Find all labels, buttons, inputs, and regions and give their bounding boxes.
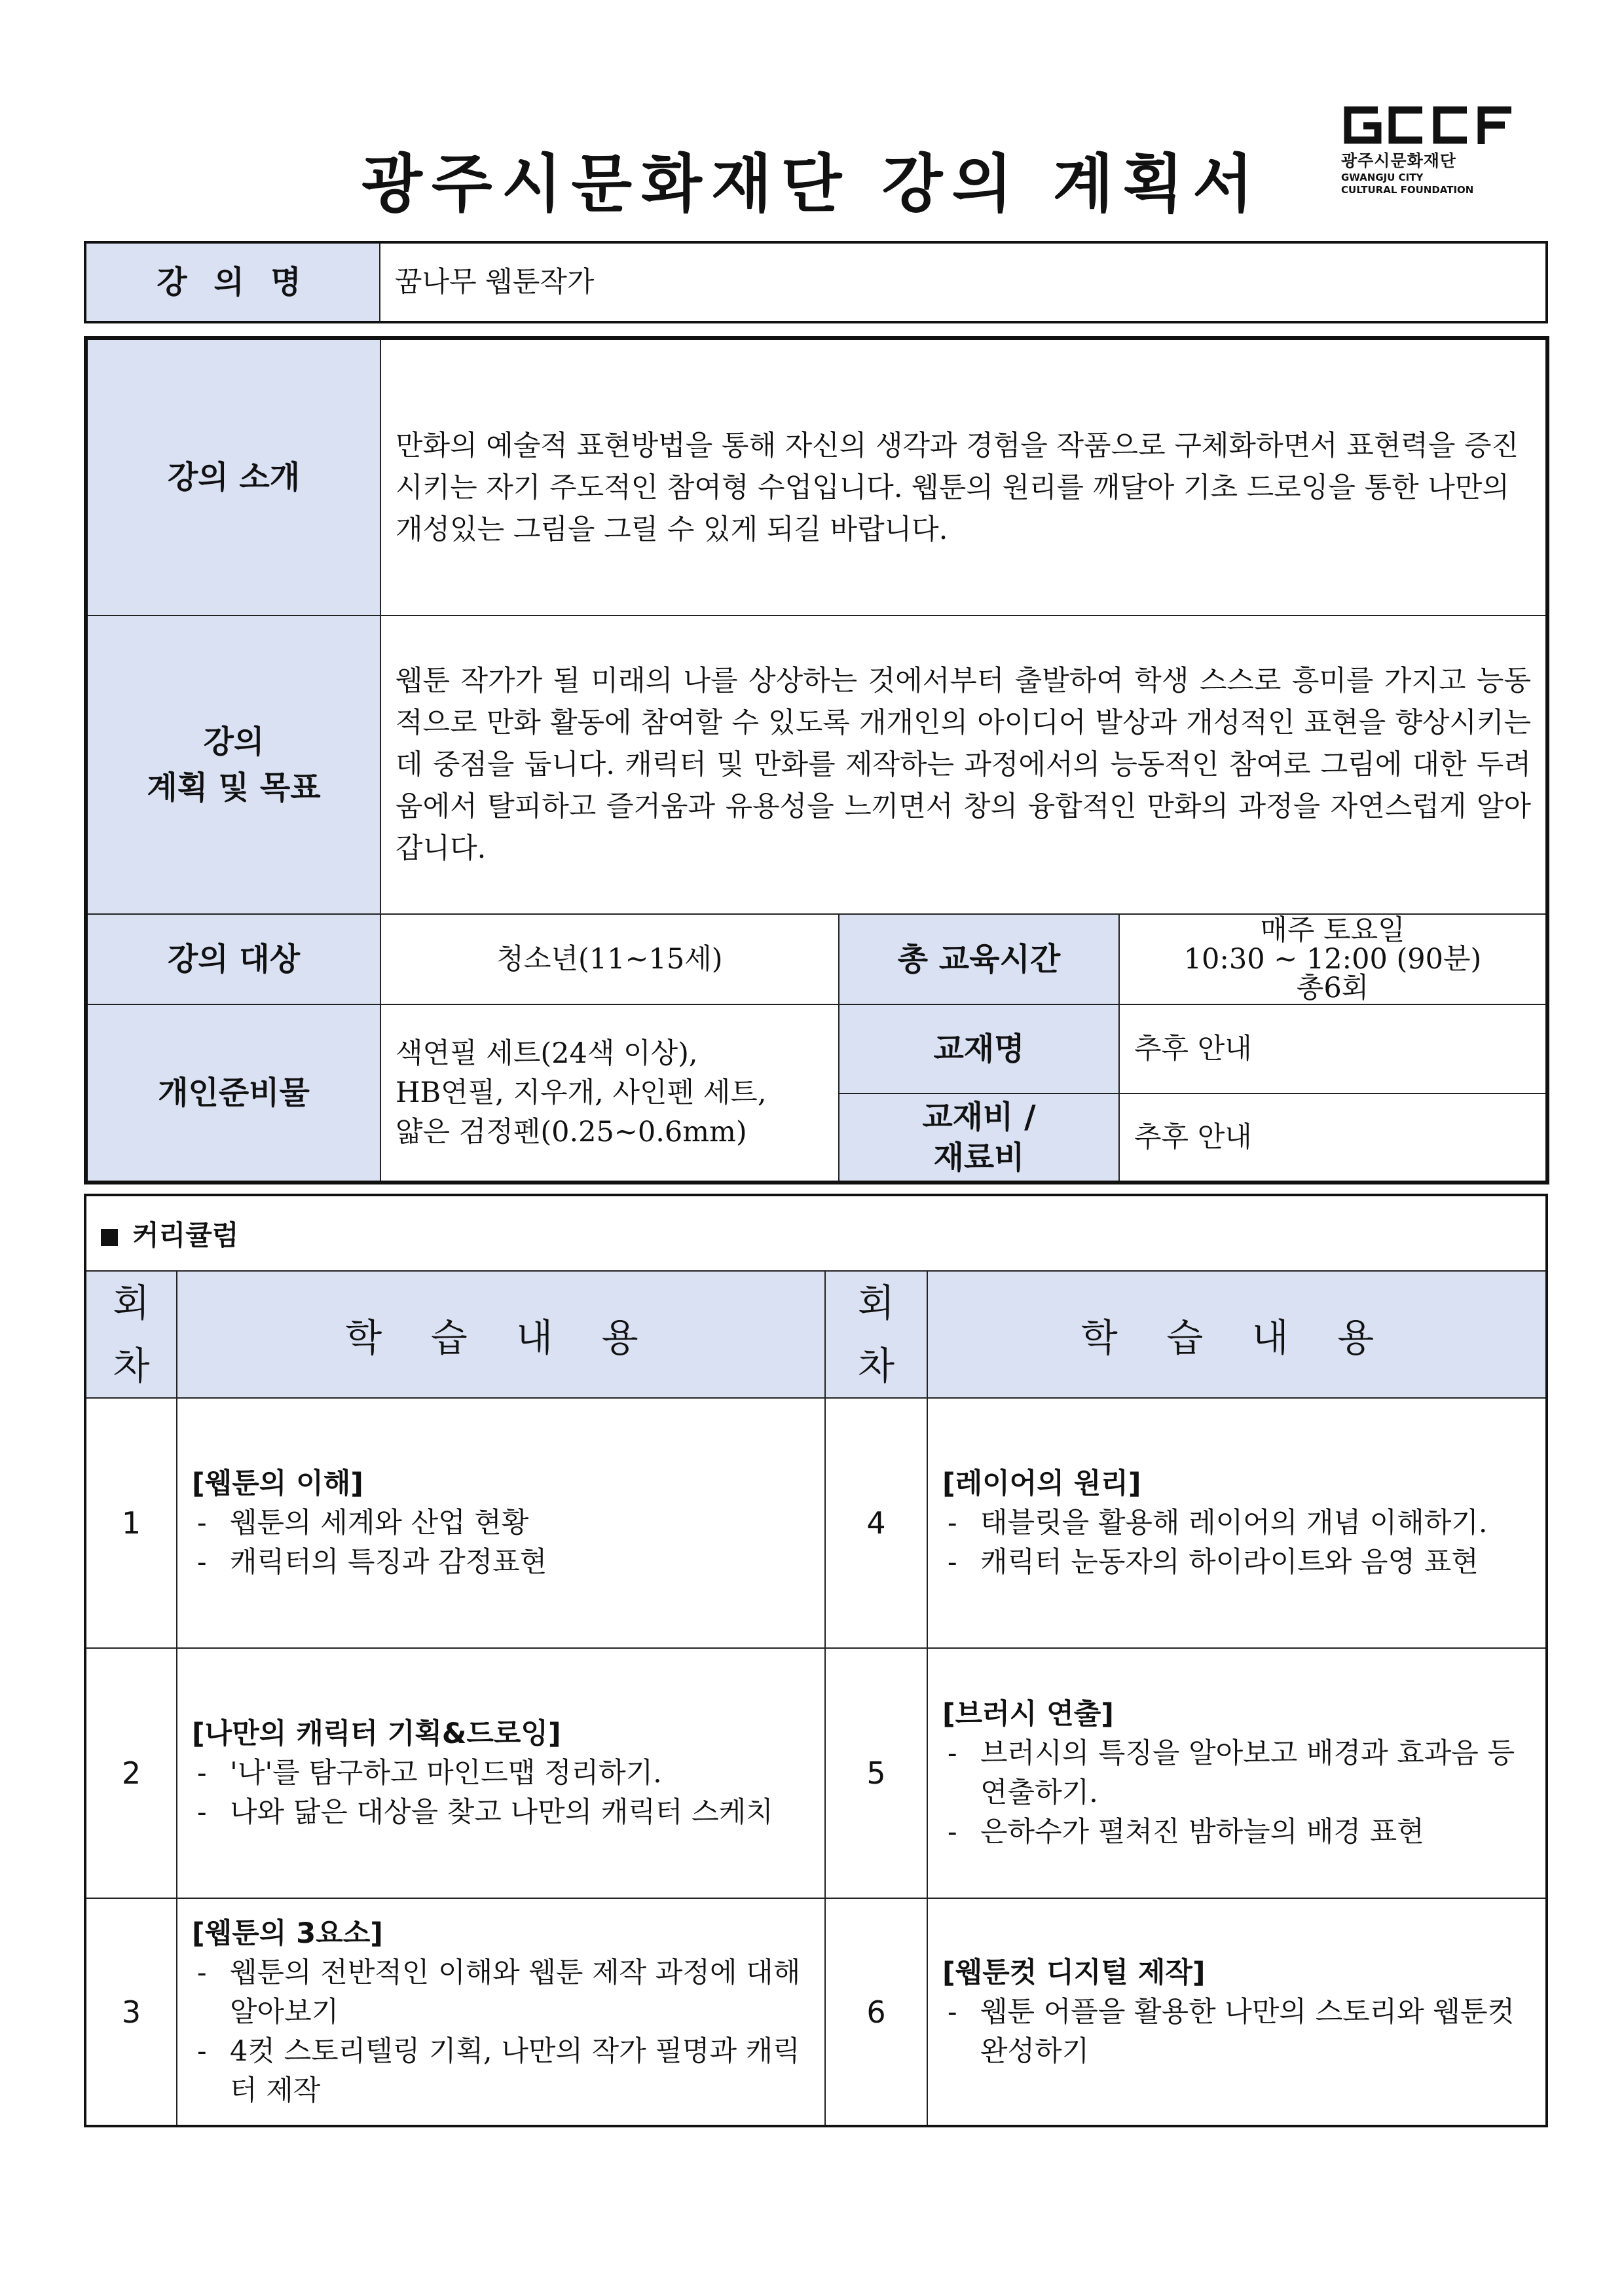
- session-number: 1: [85, 1398, 177, 1648]
- document-title: 광주시문화재단 강의 계획서: [361, 147, 1263, 221]
- supplies-line-3: 얇은 검정펜(0.25~0.6mm): [396, 1116, 747, 1148]
- session-item: - '나'를 탐구하고 마인드맵 정리하기.: [192, 1753, 810, 1793]
- plan-label: [86, 615, 380, 914]
- supplies-line-2: HB연필, 지우개, 사인펜 세트,: [396, 1076, 767, 1109]
- curriculum-section-title: [85, 1195, 1547, 1271]
- course-info-table: [84, 336, 1549, 1184]
- gccf-logo: [1341, 105, 1518, 196]
- curriculum-table: [84, 1194, 1548, 2127]
- target-value: 청소년(11~15세): [380, 914, 839, 1004]
- session-header-right: [825, 1271, 927, 1398]
- session-header-char-2: 차: [857, 1344, 895, 1388]
- content-header-left: 학 습 내 용: [177, 1271, 825, 1398]
- session-item: - 은하수가 펼쳐진 밤하늘의 배경 표현: [942, 1812, 1531, 1852]
- fee-label: [839, 1093, 1119, 1183]
- session-number: 2: [85, 1648, 177, 1898]
- intro-label: 강의 소개: [86, 338, 380, 615]
- session-item: - 캐릭터의 특징과 감정표현: [192, 1543, 810, 1582]
- session-header-char-1: 회: [857, 1281, 895, 1325]
- session-item: - 캐릭터 눈동자의 하이라이트와 음영 표현: [942, 1543, 1531, 1582]
- logo-org-name-en-2: CULTURAL FOUNDATION: [1341, 184, 1474, 196]
- session-number: 4: [825, 1398, 927, 1648]
- session-content: [927, 1648, 1547, 1898]
- session-number: 5: [825, 1648, 927, 1898]
- session-content: [927, 1898, 1547, 2126]
- session-number: 3: [85, 1898, 177, 2126]
- session-title: [브러시 연출]: [942, 1698, 1114, 1731]
- session-item: - 웹툰의 전반적인 이해와 웹툰 제작 과정에 대해 알아보기: [192, 1953, 810, 2032]
- session-title: [레이어의 원리]: [942, 1467, 1141, 1500]
- gccf-logo-mark: [1341, 105, 1515, 145]
- curriculum-title-text: 커리큘럼: [132, 1219, 239, 1251]
- supplies-line-1: 색연필 세트(24색 이상),: [396, 1037, 698, 1070]
- course-name-value: 꿈나무 웹툰작가: [380, 242, 1547, 322]
- session-title: [웹툰컷 디지털 제작]: [942, 1956, 1206, 1989]
- session-title: [나만의 캐릭터 기획&드로잉]: [192, 1717, 561, 1750]
- session-item: - 웹툰의 세계와 산업 현황: [192, 1503, 810, 1543]
- session-header-char-1: 회: [113, 1281, 150, 1325]
- target-label: 강의 대상: [86, 914, 380, 1004]
- content-header-right: 학 습 내 용: [927, 1271, 1547, 1398]
- hours-line-3: 총6회: [1296, 972, 1369, 1004]
- session-item: - 4컷 스토리텔링 기획, 나만의 작가 필명과 캐릭터 제작: [192, 2032, 810, 2110]
- session-content: [177, 1648, 825, 1898]
- hours-line-1: 매주 토요일: [1260, 914, 1405, 947]
- session-item: - 웹툰 어플을 활용한 나만의 스토리와 웹툰컷 완성하기: [942, 1992, 1531, 2071]
- textbook-value: 추후 안내: [1119, 1004, 1547, 1093]
- session-content: [177, 1898, 825, 2126]
- session-content: [927, 1398, 1547, 1648]
- session-header-char-2: 차: [113, 1344, 150, 1388]
- hours-value: [1119, 914, 1547, 1004]
- fee-label-line-1: 교재비 /: [922, 1099, 1036, 1135]
- textbook-label: 교재명: [839, 1004, 1119, 1093]
- supplies-value: [380, 1004, 839, 1183]
- session-title: [웹툰의 3요소]: [192, 1917, 383, 1950]
- plan-label-line-2: 계획 및 목표: [147, 769, 321, 806]
- session-header-left: [85, 1271, 177, 1398]
- course-name-table: [84, 241, 1548, 323]
- fee-value: 추후 안내: [1119, 1093, 1547, 1183]
- square-bullet-icon: [101, 1229, 118, 1246]
- session-item: - 태블릿을 활용해 레이어의 개념 이해하기.: [942, 1503, 1531, 1543]
- session-number: 6: [825, 1898, 927, 2126]
- logo-org-name-en-1: GWANGJU CITY: [1341, 172, 1424, 183]
- plan-label-line-1: 강의: [203, 724, 265, 760]
- session-content: [177, 1398, 825, 1648]
- session-item: - 나와 닮은 대상을 찾고 나만의 캐릭터 스케치: [192, 1793, 810, 1832]
- intro-text: 만화의 예술적 표현방법을 통해 자신의 생각과 경험을 작품으로 구체화하면서 표현력을 증진시키는 자기 주도적인 참여형 수업입니다. 웹툰의 원리를 깨달아 기초 드로잉을 통한 나만의 개성있는 그림을 그릴 수 있게 되길 바랍니다.: [380, 338, 1547, 615]
- hours-label: 총 교육시간: [839, 914, 1119, 1004]
- session-item: - 브러시의 특징을 알아보고 배경과 효과음 등 연출하기.: [942, 1734, 1531, 1812]
- course-name-label: 강 의 명: [85, 242, 380, 322]
- plan-text: 웹툰 작가가 될 미래의 나를 상상하는 것에서부터 출발하여 학생 스스로 흥미를 가지고 능동적으로 만화 활동에 참여할 수 있도록 개개인의 아이디어 발상과 개성적인 표현을 향상시키는데 중점을 둡니다. 캐릭터 및 만화를 제작하는 과정에서의 능동적인 참여로 그림에 대한 두려움에서 탈피하고 즐거움과 유용성을 느끼면서 창의 융합적인 만화의 과정을 자연스럽게 알아갑니다.: [380, 615, 1547, 914]
- fee-label-line-2: 재료비: [933, 1139, 1025, 1176]
- session-title: [웹툰의 이해]: [192, 1467, 363, 1500]
- hours-line-2: 10:30 ~ 12:00 (90분): [1183, 943, 1482, 976]
- supplies-label: 개인준비물: [86, 1004, 380, 1183]
- logo-org-name-ko: 광주시문화재단: [1341, 151, 1457, 170]
